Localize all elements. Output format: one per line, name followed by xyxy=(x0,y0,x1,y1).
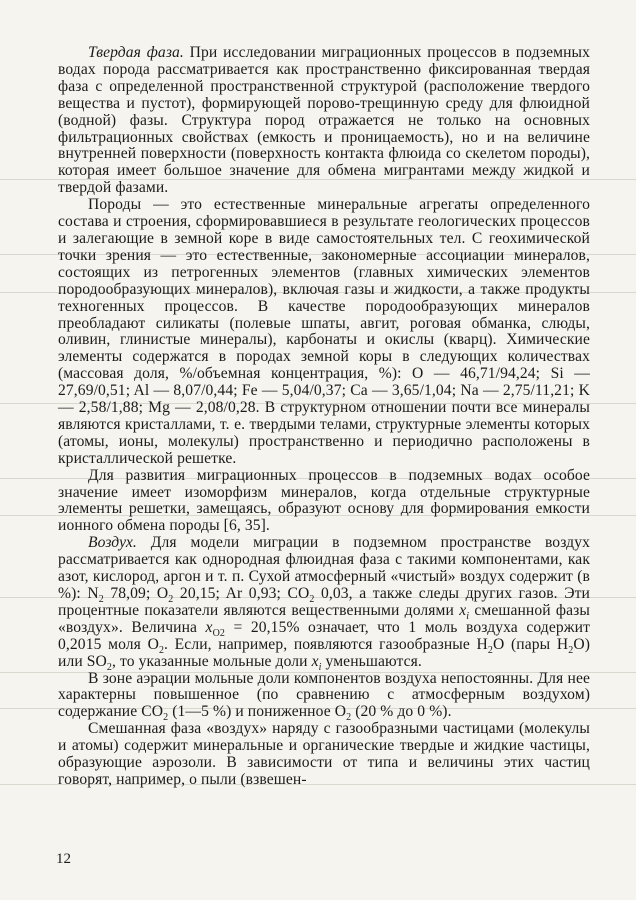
paragraph-aeration-zone: В зоне аэрации мольные доли компонентов воздуха непостоянны. Для нее характерны повышенное (по сравнению с атмосферным воздухом) содержание $CO_2$ (1—5 %) и пониженное $O_2$ (20 % до 0 %). xyxy=(58,669,590,724)
paragraph-rocks: Породы — это естественные минеральные агрегаты определенного состава и строения, сформировавшиеся в результате геологических процессов и залегающие в земной коре в виде самостоятельных тел. С геохимической точки зрения — это естественные, закономерные ассоциации минералов, состоящих из петрогенных элементов (главных химических элементов породообразующих минералов), включая газы и жидкости, а также продукты техногенных процессов. В качестве породообразующих минералов преобладают силикаты (полевые шпаты, авгит, роговая обманка, слюды, оливин, глинистые минералы), карбонаты и окислы (кварц). Химические элементы содержатся в породах земной коры в следующих количествах (массовая доля, %/объемная концентрация, %): O — 46,71/94,24; Si — 27,69/0,51; Al — 8,07/0,44; Fe — 5,04/0,37; Ca — 3,65/1,04; Na — 2,75/11,21; K — 2,58/1,88; Mg — 2,08/0,28. В структурном отношении почти все минералы являются кристаллами, т. е. твердыми телами, структурные элементы которых (атомы, ионы, молекулы) пространственно и периодично расположены в кристаллической решетке. xyxy=(58,196,590,467)
paragraph-solid-phase: Твердая фаза. При исследовании миграционных процессов в подземных водах порода рассматривается как пространственно фиксированная твердая фаза с определенной пространственной структурой (расположение твердого вещества и пустот), формирующей порово-трещинную среду для флюидной (водной) фазы. Структура пород отражается не только на основных фильтрационных свойствах (емкость и проницаемость), но и на величине внутренней поверхности (поверхность контакта флюида со скелетом породы), которая имеет большое значение для обмена мигрантами между жидкой и твердой фазами. xyxy=(58,44,590,197)
page-number: 12 xyxy=(56,851,71,867)
paragraph-mixed-phase: Смешанная фаза «воздух» наряду с газообразными частицами (молекулы и атомы) содержит минеральные и органические твердые и жидкие частицы, образующие аэрозоли. В зависимости от типа и величины этих частиц говорят, например, о пыли (взвешен- xyxy=(58,720,590,788)
paragraph-air: Воздух. Для модели миграции в подземном пространстве воздух рассматривается как однородная флюидная фаза с такими компонентами, как азот, кислород, аргон и т. п. Сухой атмосферный «чистый» воздух содержит (в %): $N_2$ 78,09; $O_2$ 20,15; Ar 0,93; $CO_2$ 0,03, а также следы других газов. Эти процентные показатели являются вещественными долями $x_i$ смешанной фазы «воздух». Величина $x_{O2} = 20,15\%$ означает, что 1 моль воздуха содержит 0,2015 моля $O_2$. Если, например, появляются газообразные $H_2O$ (пары $H_2O$) или $SO_2$, то указанные мольные доли $x_i$ уменьшаются. xyxy=(58,534,591,673)
paragraph-isomorphism: Для развития миграционных процессов в подземных водах особое значение имеет изоморфизм минералов, когда отдельные структурные элементы решетки, замещаясь, образуют основу для формирования емкости ионного обмена породы [6, 35]. xyxy=(58,466,590,535)
body-text xyxy=(58,45,590,789)
